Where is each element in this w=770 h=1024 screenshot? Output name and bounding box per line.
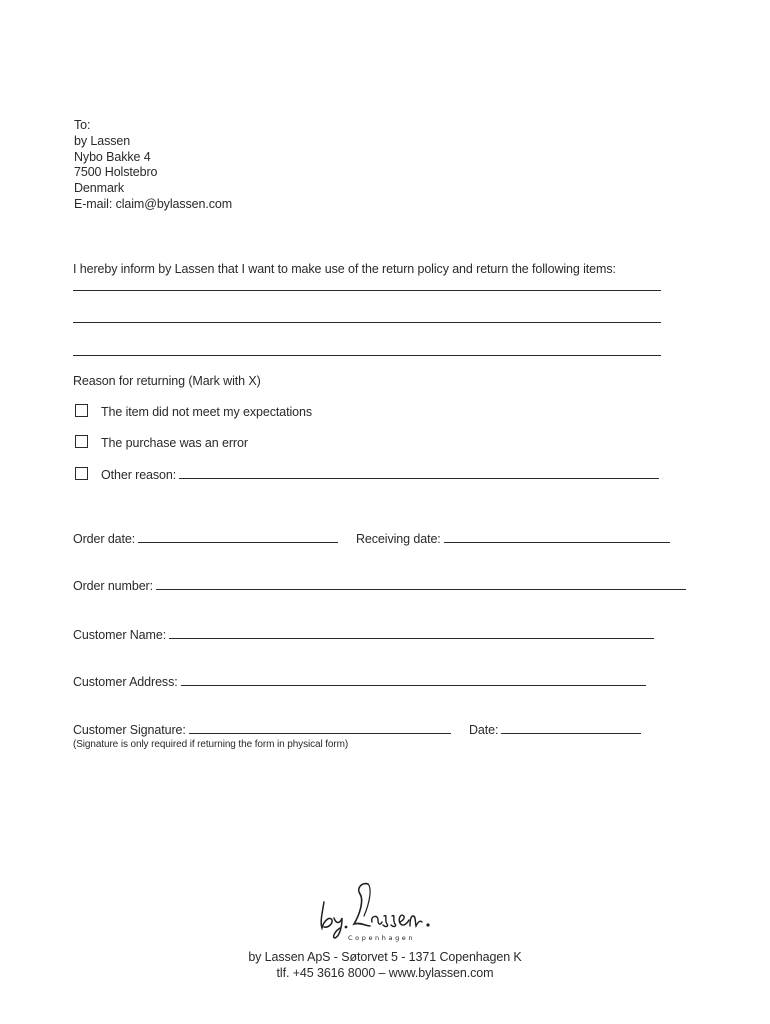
receiving-date-field[interactable] bbox=[444, 532, 670, 543]
reason-checkbox-expectations[interactable] bbox=[75, 404, 88, 417]
item-line-1[interactable] bbox=[73, 290, 661, 291]
reason-title: Reason for returning (Mark with X) bbox=[73, 374, 261, 388]
recipient-address bbox=[74, 118, 232, 213]
order-date-field[interactable] bbox=[138, 532, 338, 543]
customer-address-label: Customer Address: bbox=[73, 675, 178, 689]
address-country: Denmark bbox=[74, 181, 125, 196]
reason-checkbox-other[interactable] bbox=[75, 467, 88, 480]
item-line-2[interactable] bbox=[73, 322, 661, 323]
customer-signature-label: Customer Signature: bbox=[73, 723, 186, 737]
customer-signature-field[interactable] bbox=[189, 723, 451, 734]
footer-company-address: by Lassen ApS - Søtorvet 5 - 1371 Copenhagen K bbox=[248, 950, 522, 964]
by-lassen-logo-mark bbox=[310, 872, 450, 944]
other-reason-field[interactable] bbox=[179, 468, 659, 479]
address-city: 7500 Holstebro bbox=[74, 165, 158, 180]
address-email: E-mail: claim@bylassen.com bbox=[74, 196, 233, 211]
item-line-3[interactable] bbox=[73, 355, 661, 356]
intro-text: I hereby inform by Lassen that I want to make use of the return policy and return the following items: bbox=[73, 262, 616, 276]
address-company: by Lassen bbox=[74, 133, 131, 148]
reason-label-expectations: The item did not meet my expectations bbox=[101, 405, 312, 419]
address-to: To: bbox=[74, 118, 91, 132]
customer-name-label: Customer Name: bbox=[73, 628, 167, 642]
date-field[interactable] bbox=[501, 723, 641, 734]
date-label: Date: bbox=[469, 723, 499, 737]
reason-label-other: Other reason: bbox=[101, 468, 177, 482]
order-number-label: Order number: bbox=[73, 579, 153, 593]
customer-address-field[interactable] bbox=[181, 675, 646, 686]
reason-label-error: The purchase was an error bbox=[101, 436, 248, 450]
by-lassen-logo bbox=[310, 872, 450, 947]
order-number-field[interactable] bbox=[156, 579, 686, 590]
customer-name-field[interactable] bbox=[169, 628, 654, 639]
footer-contact: tlf. +45 3616 8000 – www.bylassen.com bbox=[276, 966, 494, 980]
order-date-label: Order date: bbox=[73, 532, 136, 546]
address-street: Nybo Bakke 4 bbox=[74, 149, 151, 164]
logo-tagline: Copenhagen bbox=[348, 934, 416, 942]
receiving-date-label: Receiving date: bbox=[356, 532, 441, 546]
reason-checkbox-error[interactable] bbox=[75, 435, 88, 448]
signature-note: (Signature is only required if returning the form in physical form) bbox=[73, 739, 349, 750]
